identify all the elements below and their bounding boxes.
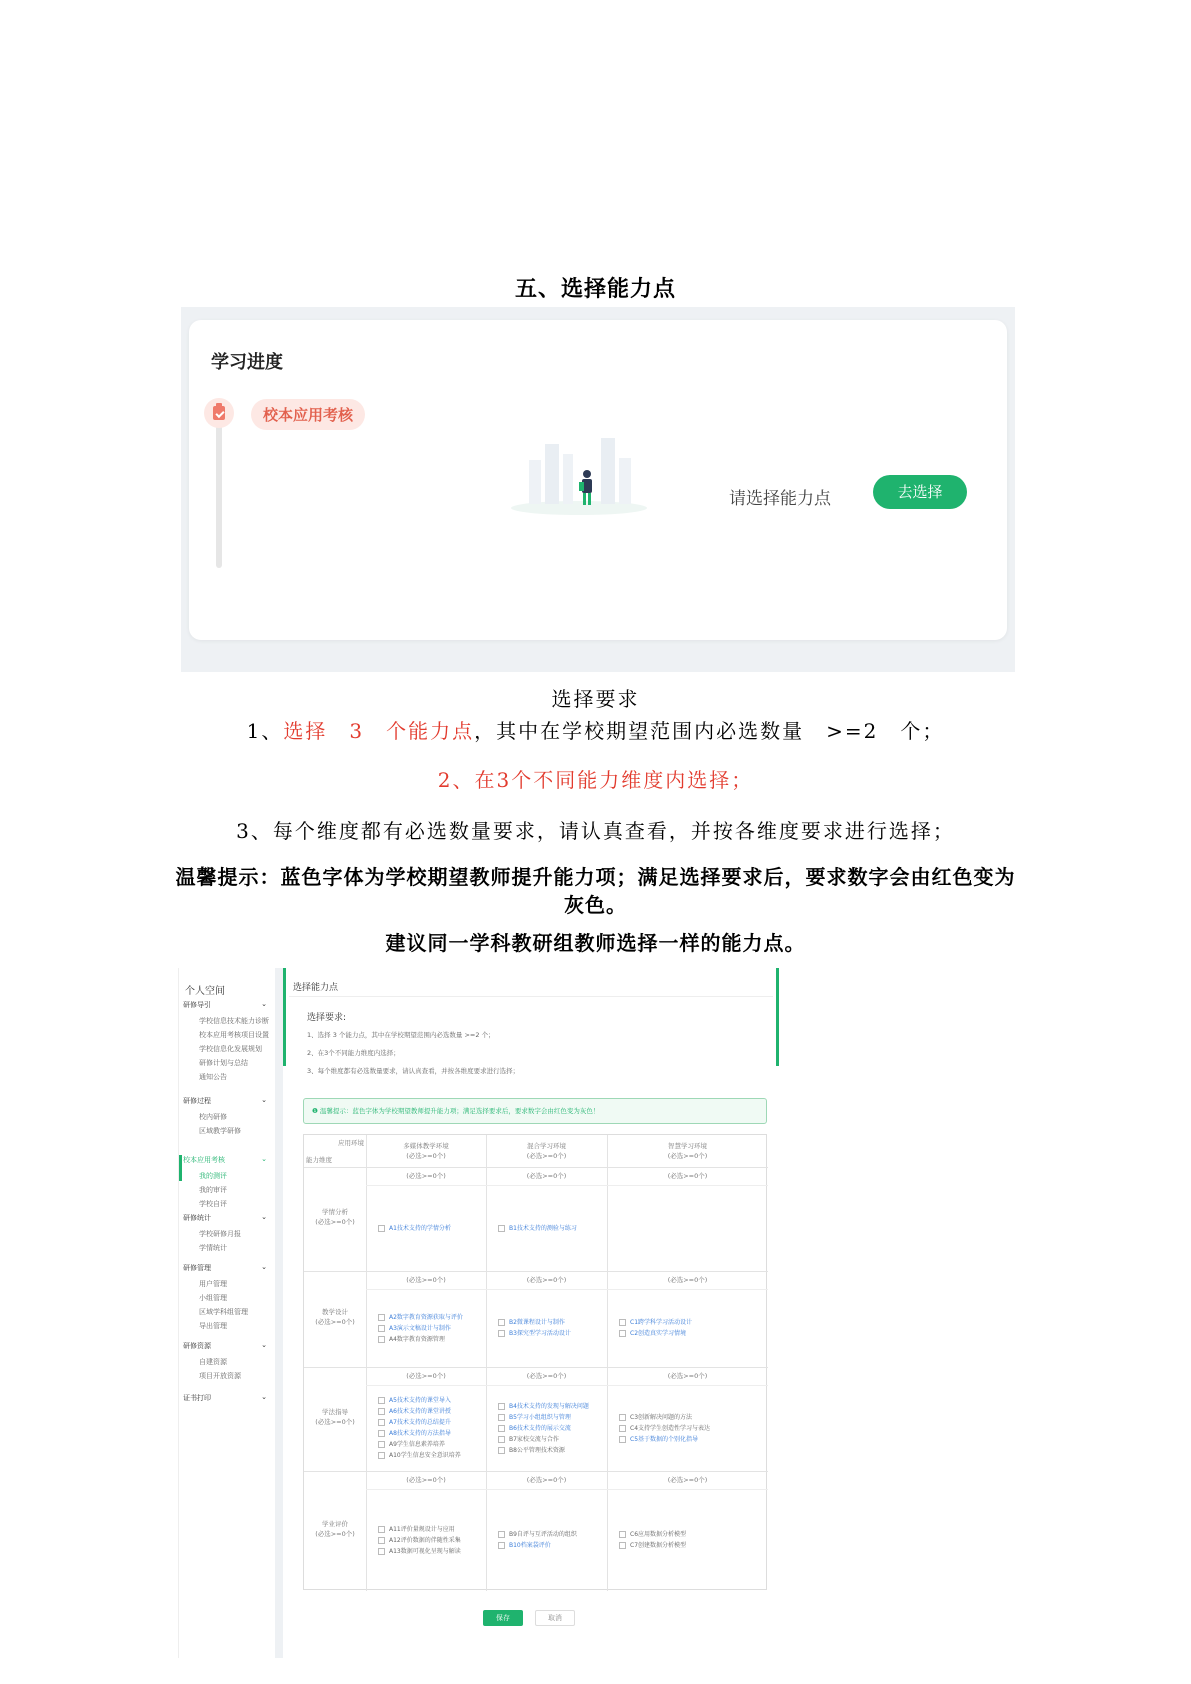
suggestion: 建议同一学科教研组教师选择一样的能力点。 [385,931,806,955]
sidebar-group-label: 校本应用考核 [183,1156,225,1164]
req-line-2: 2、在3个不同能力维度内选择； [307,1049,400,1057]
ability-option-label: C6应用数据分析模型 [630,1531,687,1538]
sidebar-group-label: 研修过程 [183,1097,211,1105]
checkbox[interactable] [378,1419,385,1426]
req-line-3: 3、每个维度都有必选数量要求，请认真查看，并按各维度要求进行选择； [307,1067,520,1075]
checkbox[interactable] [498,1225,505,1232]
corner-dimension: 能力维度 [306,1156,332,1164]
ability-option-label: A7技术支持的总结提升 [389,1419,451,1426]
ability-option-label: A1技术支持的学情分析 [389,1224,451,1232]
sidebar-group-title[interactable] [183,1096,267,1106]
column-header: 多媒体教学环境 [403,1142,449,1150]
ability-option[interactable] [498,1540,577,1551]
ability-option-label: C1跨学科学习活动设计 [630,1319,693,1326]
ability-option-label: B9自评与互评活动的组织 [509,1531,577,1538]
ability-option[interactable] [498,1412,589,1423]
cell-requirement: (必选>=0个) [406,1476,446,1484]
cell-requirement: (必选>=0个) [667,1172,708,1180]
checkbox[interactable] [498,1425,505,1432]
sidebar-item[interactable]: 校本应用考核项目设置 [199,1031,269,1039]
sidebar-group-label: 研修管理 [183,1264,211,1272]
column-header: 智慧学习环境 [668,1142,707,1150]
column-requirement: (必选>=0个) [667,1152,708,1160]
checkbox[interactable] [378,1408,385,1415]
stage-label[interactable]: 校本应用考核 [251,399,365,430]
progress-card [189,320,1007,640]
checkbox[interactable] [378,1336,385,1343]
row-header: 学业评价 [322,1520,348,1528]
go-select-button[interactable]: 去选择 [873,475,967,509]
section-title: 五、选择能力点 [514,276,676,302]
ability-option[interactable] [378,1223,451,1234]
warm-tip: 温馨提示：蓝色字体为学校期望教师提升能力项；满足选择要求后，要求数字会由红色变为灰色。 [175,865,1016,917]
ability-option[interactable] [619,1540,686,1551]
ability-option-label: A5技术支持的课堂导入 [389,1397,451,1404]
ability-table [303,1134,767,1590]
cell-requirement: (必选>=0个) [667,1276,708,1284]
ability-option-label: A3演示文稿设计与制作 [389,1324,451,1332]
sidebar-item[interactable]: 学校信息技术能力诊断 [199,1017,269,1025]
sidebar-group-label: 研修资源 [183,1342,211,1350]
column-requirement: (必选>=0个) [526,1152,567,1160]
sidebar-item[interactable]: 学校信息化发展规划 [199,1045,262,1053]
sidebar-item[interactable]: 通知公告 [199,1073,227,1081]
select-ability-screenshot [178,968,778,1658]
chevron-down-icon: ⌄ [261,1341,267,1349]
checkbox[interactable] [619,1425,626,1432]
sidebar-group-label: 研修统计 [183,1214,211,1222]
ability-option[interactable] [619,1423,710,1434]
chevron-down-icon: ⌄ [261,1393,267,1401]
checkbox[interactable] [498,1436,505,1443]
active-indicator [179,1155,182,1181]
requirement-3: 3、每个维度都有必选数量要求，请认真查看，并按各维度要求进行选择； [236,819,955,843]
progress-heading: 学习进度 [211,352,283,373]
cell-requirement: (必选>=0个) [526,1476,567,1484]
ability-option[interactable] [378,1428,461,1439]
table-row-divider [304,1471,768,1472]
column-header: 混合学习环境 [527,1142,566,1150]
sidebar-group-title[interactable] [183,1213,267,1223]
sidebar-item[interactable]: 校内研修 [199,1113,227,1121]
checkbox[interactable] [498,1414,505,1421]
option-list [619,1529,686,1551]
ability-option[interactable] [619,1529,686,1540]
ability-option-label: C7创建数据分析模型 [630,1542,687,1549]
sidebar-item[interactable]: 用户管理 [199,1280,227,1288]
checkbox[interactable] [619,1330,626,1337]
sidebar-group[interactable] [183,1000,267,1084]
sidebar-group[interactable] [183,1341,267,1383]
cell-requirement: (必选>=0个) [667,1372,708,1380]
option-list [378,1312,463,1345]
table-col-divider [366,1135,367,1591]
checkbox[interactable] [378,1225,385,1232]
sidebar-group-title[interactable] [183,1155,267,1165]
cell-requirement: (必选>=0个) [406,1172,446,1180]
checkbox[interactable] [619,1542,626,1549]
ability-option-label: A4数字教育资源管理 [389,1335,445,1343]
sidebar-group[interactable] [183,1096,267,1138]
cell-requirement: (必选>=0个) [526,1372,567,1380]
requirement-1: 1、选择 3 个能力点，其中在学校期望范围内必选数量 >=2 个； [246,719,945,743]
ability-option-label: B1技术支持的测验与练习 [509,1224,577,1232]
sidebar-item[interactable]: 研修计划与总结 [199,1059,248,1067]
checkbox[interactable] [378,1441,385,1448]
sidebar-item[interactable]: 导出管理 [199,1322,227,1330]
sidebar-item[interactable]: 学校研修月报 [199,1230,241,1238]
ability-option[interactable] [378,1524,461,1535]
ability-option[interactable] [498,1401,589,1412]
ability-option[interactable] [498,1423,589,1434]
ability-option[interactable] [619,1434,710,1445]
requirements-title: 选择要求 [551,687,640,711]
ability-option[interactable] [619,1412,710,1423]
sidebar-group-title[interactable] [183,1000,267,1010]
chevron-down-icon: ⌄ [261,1000,267,1008]
ability-option-label: B6技术支持的展示交流 [509,1424,571,1432]
ability-option-label: A10学生信息安全意识培养 [389,1452,461,1459]
checkbox[interactable] [378,1397,385,1404]
ability-option[interactable] [378,1450,461,1461]
row-requirement: (必选>=0个) [315,1318,355,1326]
option-list [498,1317,571,1339]
empty-state-illustration-icon [509,430,649,520]
ability-option[interactable] [619,1328,692,1339]
ability-option-label: B2微课程设计与制作 [509,1319,565,1326]
table-row-divider [304,1367,768,1368]
ability-option[interactable] [619,1317,692,1328]
sidebar-group-title[interactable] [183,1393,267,1403]
corner-environment: 应用环境 [338,1139,364,1147]
requirement-2: 2、在3个不同能力维度内选择； [437,768,754,792]
row-header: 学情分析 [322,1208,348,1216]
option-list [498,1401,589,1456]
sidebar-title: 个人空间 [185,986,225,997]
option-list [378,1223,451,1234]
checkbox[interactable] [378,1548,385,1555]
sidebar-group-title[interactable] [183,1341,267,1351]
checkbox[interactable] [498,1330,505,1337]
ability-option[interactable] [378,1417,461,1428]
checkbox[interactable] [378,1325,385,1332]
option-list [619,1317,692,1339]
option-list [498,1529,577,1551]
sidebar-group[interactable] [183,1263,267,1333]
sidebar-item[interactable]: 自建资源 [199,1358,227,1366]
sub-divider [366,1185,768,1186]
sidebar-item[interactable]: 项目开放资源 [199,1372,241,1380]
ability-option-label: A9学生信息素养培养 [389,1441,445,1448]
ability-option[interactable] [378,1312,463,1323]
sub-divider [366,1289,768,1290]
tip-box: ❶ 温馨提示：蓝色字体为学校期望教师提升能力项；满足选择要求后，要求数字会由红色变为灰色！ [303,1098,767,1124]
chevron-down-icon: ⌄ [261,1263,267,1271]
sidebar-item[interactable]: 区域学科组管理 [199,1308,248,1316]
sidebar-item[interactable]: 学校自评 [199,1200,227,1208]
sidebar-item[interactable]: 我的测评 [199,1172,227,1180]
page-title: 选择能力点 [293,983,339,993]
ability-option-label: B3探究型学习活动设计 [509,1330,571,1337]
ability-option[interactable] [498,1317,571,1328]
cancel-button[interactable]: 取消 [535,1610,575,1626]
timeline-rail [216,423,222,568]
ability-option-label: A8技术支持的方法指导 [389,1430,451,1437]
select-prompt: 请选择能力点 [729,489,831,509]
sidebar-item[interactable]: 区域教学研修 [199,1127,241,1135]
checkbox[interactable] [498,1542,505,1549]
row-requirement: (必选>=0个) [315,1218,355,1226]
ability-option[interactable] [378,1395,461,1406]
option-list [498,1223,577,1234]
ability-option-label: A13数据可视化呈现与解读 [389,1547,461,1555]
row-header: 教学设计 [322,1308,348,1316]
ability-option-label: B4技术支持的发现与解决问题 [509,1402,589,1410]
ability-option-label: A12评价数据的伴随性采集 [389,1536,461,1544]
ability-option-label: B10档案袋评价 [509,1542,551,1549]
sub-divider [366,1489,768,1490]
sidebar-item[interactable]: 学情统计 [199,1244,227,1252]
ability-option-label: C4支持学生创造性学习与表达 [630,1424,711,1432]
table-col-divider [486,1135,487,1591]
ability-option[interactable] [498,1445,589,1456]
cell-requirement: (必选>=0个) [406,1372,446,1380]
main-panel [283,968,779,1648]
sidebar-group-label: 证书打印 [183,1394,211,1402]
ability-option[interactable] [378,1535,461,1546]
chevron-down-icon: ⌄ [261,1213,267,1221]
checkbox[interactable] [498,1531,505,1538]
column-requirement: (必选>=0个) [406,1152,446,1160]
checkbox[interactable] [378,1537,385,1544]
table-col-divider [607,1135,608,1591]
ability-option[interactable] [378,1406,461,1417]
checkbox[interactable] [498,1319,505,1326]
chevron-down-icon: ⌄ [261,1155,267,1163]
cell-requirement: (必选>=0个) [526,1172,567,1180]
ability-option[interactable] [498,1223,577,1234]
ability-option[interactable] [378,1546,461,1557]
row-requirement: (必选>=0个) [315,1418,355,1426]
clipboard-check-icon [204,398,234,428]
sidebar [179,968,275,1658]
chevron-down-icon: ⌄ [261,1096,267,1104]
cell-requirement: (必选>=0个) [667,1476,708,1484]
ability-option-label: B7家校交流与合作 [509,1435,559,1443]
checkbox[interactable] [378,1314,385,1321]
option-list [619,1412,710,1445]
checkbox[interactable] [498,1403,505,1410]
table-row-divider [304,1271,768,1272]
ability-option-label: C2创造真实学习情境 [630,1330,687,1337]
checkbox[interactable] [378,1526,385,1533]
sub-divider [366,1385,768,1386]
ability-option-label: C3创新解决问题的方法 [630,1413,693,1421]
ability-option-label: B5学习小组组织与管理 [509,1413,571,1421]
option-list [378,1524,461,1557]
ability-option[interactable] [498,1529,577,1540]
sidebar-item[interactable]: 小组管理 [199,1294,227,1302]
checkbox[interactable] [619,1531,626,1538]
req-line-1: 1、选择 3 个能力点，其中在学校期望范围内必选数量 >=2 个； [307,1031,495,1039]
ability-option[interactable] [378,1439,461,1450]
sidebar-group-title[interactable] [183,1263,267,1273]
requirements-heading: 选择要求: [307,1013,347,1023]
cell-requirement: (必选>=0个) [406,1276,446,1284]
checkbox[interactable] [378,1452,385,1459]
ability-option[interactable] [498,1328,571,1339]
checkbox[interactable] [498,1447,505,1454]
progress-screenshot [181,307,1015,672]
checkbox[interactable] [619,1436,626,1443]
sidebar-group[interactable] [183,1155,267,1211]
ability-option-label: A2数字教育资源获取与评价 [389,1313,463,1321]
row-requirement: (必选>=0个) [315,1530,355,1538]
ability-option-label: A11评价量规设计与应用 [389,1525,455,1533]
ability-option-label: A6技术支持的课堂讲授 [389,1408,451,1415]
save-button[interactable]: 保存 [483,1610,523,1626]
table-row-divider [304,1167,768,1168]
sidebar-group[interactable] [183,1393,267,1407]
checkbox[interactable] [619,1319,626,1326]
ability-option[interactable] [498,1434,589,1445]
checkbox[interactable] [378,1430,385,1437]
sidebar-group[interactable] [183,1213,267,1255]
cell-requirement: (必选>=0个) [526,1276,567,1284]
ability-option[interactable] [378,1334,463,1345]
sidebar-group-label: 研修导引 [183,1001,211,1009]
ability-option[interactable] [378,1323,463,1334]
checkbox[interactable] [619,1414,626,1421]
sidebar-item[interactable]: 我的审评 [199,1186,227,1194]
row-header: 学法指导 [322,1408,348,1416]
ability-option-label: C5基于数据的个别化指导 [630,1435,699,1443]
ability-option-label: B8公平管理技术资源 [509,1446,565,1454]
option-list [378,1395,461,1461]
